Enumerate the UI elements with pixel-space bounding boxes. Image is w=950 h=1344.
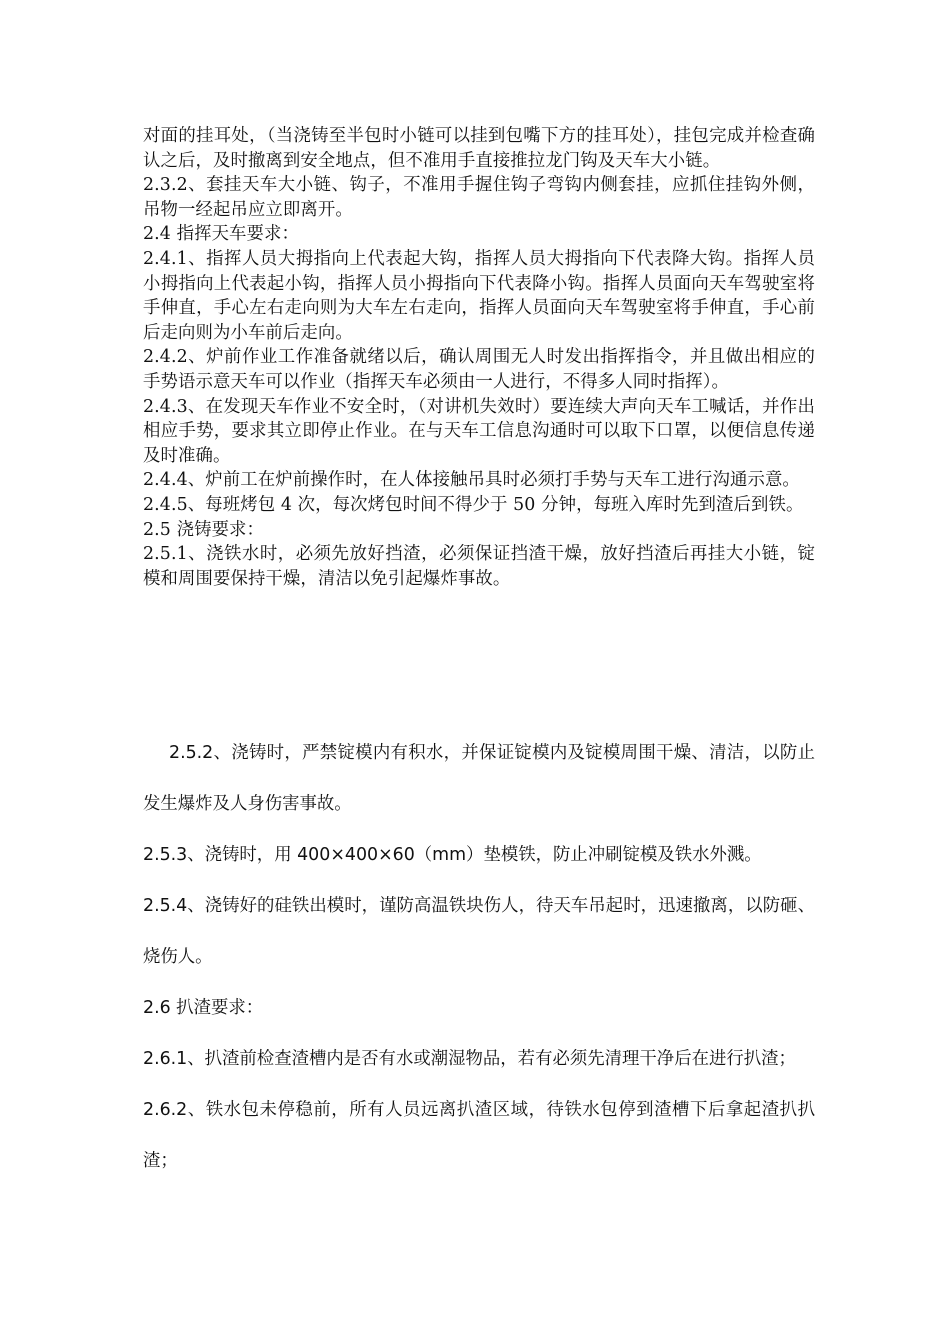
paragraph-2-5-3: 2.5.3、浇铸时，用 400×400×60（mm）垫模铁，防止冲刷锭模及铁水外溅。 (143, 845, 762, 865)
paragraph-2-4-5: 2.4.5、每班烤包 4 次，每次烤包时间不得少于 50 分钟，每班入库时先到渣后到铁。 (143, 494, 804, 515)
paragraph-2-5-1: 2.5.1、浇铁水时，必须先放好挡渣，必须保证挡渣干燥，放好挡渣后再挂大小链，锭模和周围要保持干燥，清洁以免引起爆炸事故。 (143, 544, 815, 589)
paragraph-2-6-2: 2.6.2、铁水包未停稳前，所有人员远离扒渣区域，待铁水包停到渣槽下后拿起渣扒扒渣； (143, 1100, 815, 1171)
paragraph-2-5-2: 2.5.2、浇铸时，严禁锭模内有积水，并保证锭模内及锭模周围干燥、清洁，以防止发生爆炸及人身伤害事故。 (143, 743, 815, 814)
paragraph-2-4-2: 2.4.2、炉前作业工作准备就绪以后，确认周围无人时发出指挥指令，并且做出相应的手势语示意天车可以作业（指挥天车必须由一人进行，不得多人同时指挥）。 (143, 347, 815, 392)
heading-2-6: 2.6 扒渣要求： (143, 998, 264, 1018)
paragraph-2-4-1: 2.4.1、指挥人员大拇指向上代表起大钩，指挥人员大拇指向下代表降大钩。指挥人员小拇指向上代表起小钩，指挥人员小拇指向下代表降小钩。指挥人员面向天车驾驶室将手伸直，手心左右走向则为大车左右走向，指挥人员面向天车驾驶室将手伸直，手心前后走向则为小车前后走向。 (143, 248, 815, 343)
paragraph-2-6-1: 2.6.1、扒渣前检查渣槽内是否有水或潮湿物品，若有必须先清理干净后在进行扒渣； (143, 1049, 796, 1069)
paragraph-2-3-2: 2.3.2、套挂天车大小链、钩子，不准用手握住钩子弯钩内侧套挂，应抓住挂钩外侧，吊物一经起吊应立即离开。 (143, 175, 815, 220)
text-block-serif (143, 124, 815, 591)
paragraph-2-5-4: 2.5.4、浇铸好的硅铁出模时，谨防高温铁块伤人，待天车吊起时，迅速撤离，以防砸、烧伤人。 (143, 896, 815, 967)
heading-2-5: 2.5 浇铸要求： (143, 519, 265, 540)
paragraph-continuation: 对面的挂耳处，（当浇铸至半包时小链可以挂到包嘴下方的挂耳处），挂包完成并检查确认之后，及时撤离到安全地点，但不准用手直接推拉龙门钩及天车大小链。 (143, 126, 815, 171)
paragraph-2-4-3: 2.4.3、在发现天车作业不安全时，（对讲机失效时）要连续大声向天车工喊话，并作出相应手势，要求其立即停止作业。在与天车工信息沟通时可以取下口罩，以便信息传递及时准确。 (143, 396, 815, 466)
heading-2-4: 2.4 指挥天车要求： (143, 224, 300, 245)
paragraph-2-4-4: 2.4.4、炉前工在炉前操作时，在人体接触吊具时必须打手势与天车工进行沟通示意。 (143, 470, 800, 491)
text-block-sans (143, 728, 815, 1187)
